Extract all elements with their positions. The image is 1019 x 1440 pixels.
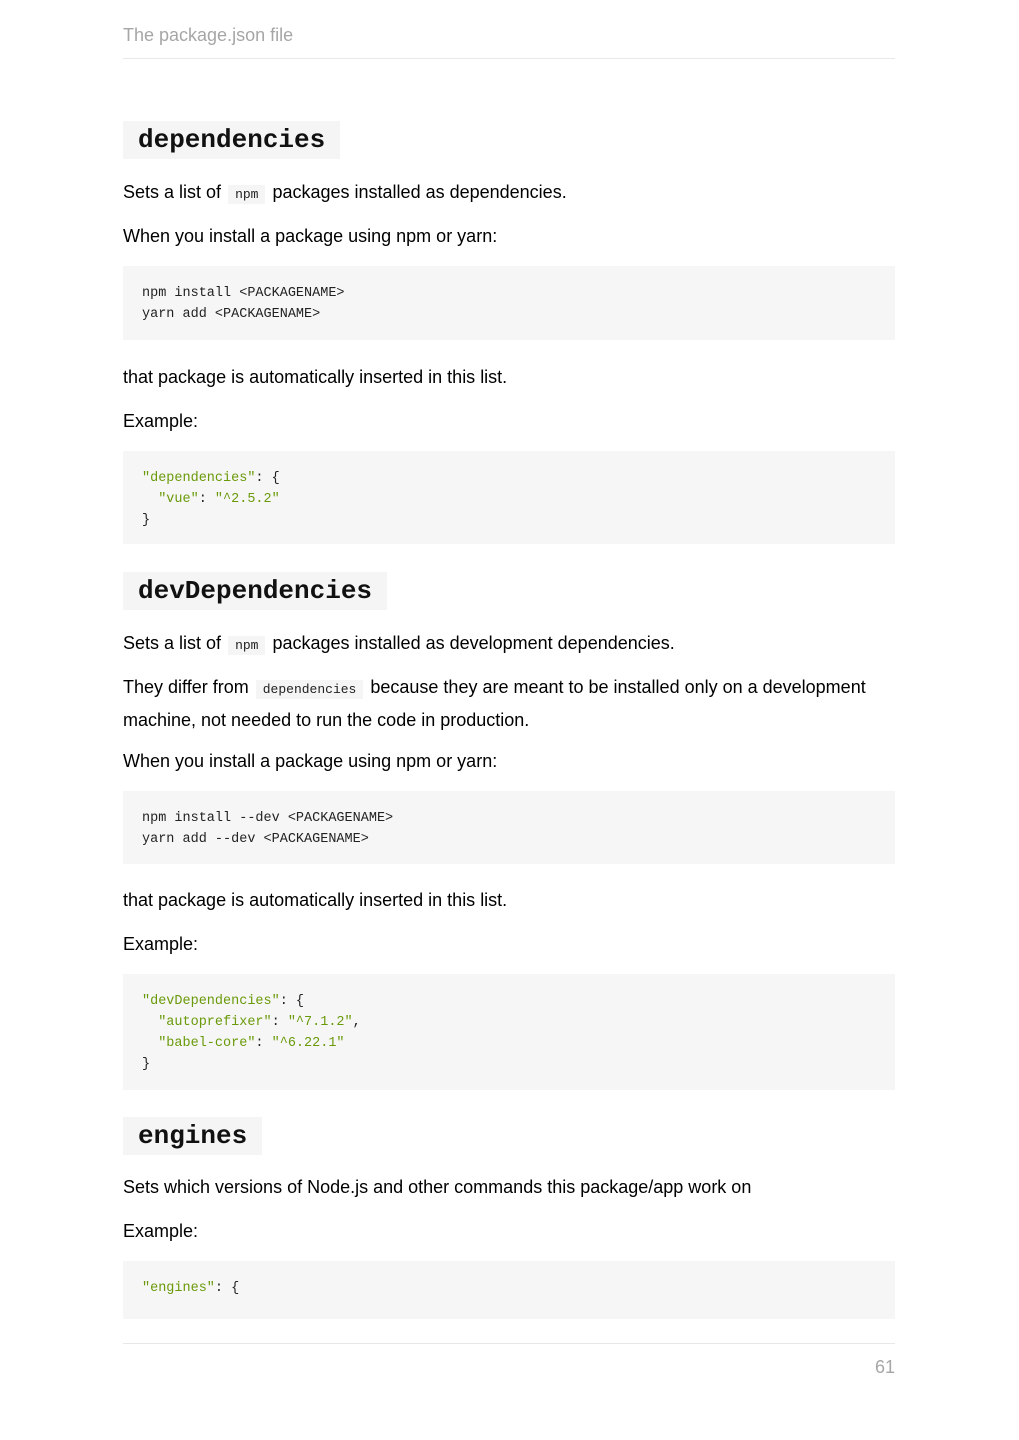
code-punct: : { (255, 471, 280, 486)
page-number: 61 (874, 1357, 895, 1377)
code-line: npm install --dev <PACKAGENAME> (142, 811, 394, 826)
section-heading-dependencies: dependencies (123, 121, 340, 159)
engines-intro (123, 1172, 895, 1202)
paragraph: that package is automatically inserted in this list. (123, 367, 508, 387)
json-key: "autoprefixer" (158, 1015, 272, 1030)
code-punct: : { (279, 994, 305, 1009)
json-key: "babel-core" (158, 1036, 256, 1051)
code-line (142, 1012, 876, 1033)
text-span: packages installed as dependencies. (272, 182, 567, 202)
paragraph (123, 177, 895, 210)
json-key: "devDependencies" (142, 994, 280, 1009)
engines-example-code (123, 1261, 895, 1319)
code-punct: : (271, 1015, 288, 1030)
paragraph (123, 672, 895, 735)
code-punct: , (352, 1015, 361, 1030)
dependencies-intro (123, 177, 895, 210)
text-span: packages installed as development dependencies. (272, 633, 675, 653)
running-header: The package.json file (123, 25, 294, 45)
devdependencies-intro (123, 628, 895, 661)
code-line (142, 991, 876, 1012)
devdependencies-install-code (123, 791, 895, 864)
devdependencies-difference (123, 672, 895, 735)
paragraph (123, 628, 895, 661)
json-value: "^7.1.2" (287, 1015, 353, 1030)
code-line: yarn add <PACKAGENAME> (142, 307, 321, 322)
paragraph: When you install a package using npm or yarn: (123, 226, 498, 246)
devdependencies-install-intro (123, 746, 895, 776)
paragraph: Example: (123, 1221, 199, 1241)
devdependencies-example-label (123, 929, 895, 959)
code-line (142, 489, 876, 510)
paragraph: Sets which versions of Node.js and other commands this package/app work on (123, 1177, 752, 1197)
devdependencies-example-code (123, 974, 895, 1090)
code-block (123, 266, 895, 340)
header-divider (123, 58, 895, 59)
text-span: Sets a list of (123, 633, 222, 653)
engines-example-label (123, 1216, 895, 1246)
code-indent (142, 492, 158, 507)
code-line (142, 1033, 876, 1054)
section-devdependencies-heading-wrap (123, 572, 387, 610)
json-value: "^6.22.1" (271, 1036, 345, 1051)
dependencies-example-label (123, 406, 895, 436)
code-line: } (142, 513, 151, 528)
code-line (142, 468, 876, 489)
section-engines-heading-wrap (123, 1117, 262, 1155)
text-span: because they are meant to be installed only on a development machine, not needed to run the code in production. (123, 677, 866, 730)
paragraph: Example: (123, 411, 199, 431)
code-line: } (142, 1057, 151, 1072)
paragraph: Example: (123, 934, 199, 954)
json-value: "^2.5.2" (214, 492, 280, 507)
code-punct: : (198, 492, 215, 507)
code-punct: : (255, 1036, 272, 1051)
inline-code: npm (228, 636, 265, 655)
code-indent (142, 1015, 158, 1030)
dependencies-example-code (123, 451, 895, 544)
json-key: "dependencies" (142, 471, 256, 486)
code-block (123, 451, 895, 544)
section-heading-devdependencies: devDependencies (123, 572, 387, 610)
paragraph: When you install a package using npm or yarn: (123, 751, 498, 771)
paragraph: that package is automatically inserted in this list. (123, 890, 508, 910)
json-key: "vue" (158, 492, 199, 507)
code-line: yarn add --dev <PACKAGENAME> (142, 832, 369, 847)
json-key: "engines" (142, 1281, 215, 1296)
text-span: Sets a list of (123, 182, 222, 202)
devdependencies-auto-insert (123, 885, 895, 915)
code-indent (142, 1036, 158, 1051)
section-heading-engines: engines (123, 1117, 262, 1155)
section-dependencies-heading-wrap (123, 121, 340, 159)
text-span: They differ from (123, 677, 249, 697)
dependencies-auto-insert (123, 362, 895, 392)
code-punct: : { (214, 1281, 240, 1296)
inline-code: npm (228, 185, 265, 204)
code-block (123, 791, 895, 864)
code-block (123, 1261, 895, 1319)
dependencies-install-code (123, 266, 895, 340)
dependencies-install-intro (123, 221, 895, 251)
inline-code: dependencies (256, 680, 364, 699)
code-line: npm install <PACKAGENAME> (142, 286, 345, 301)
code-block (123, 974, 895, 1090)
code-line (142, 1278, 876, 1299)
footer-divider (123, 1343, 895, 1344)
